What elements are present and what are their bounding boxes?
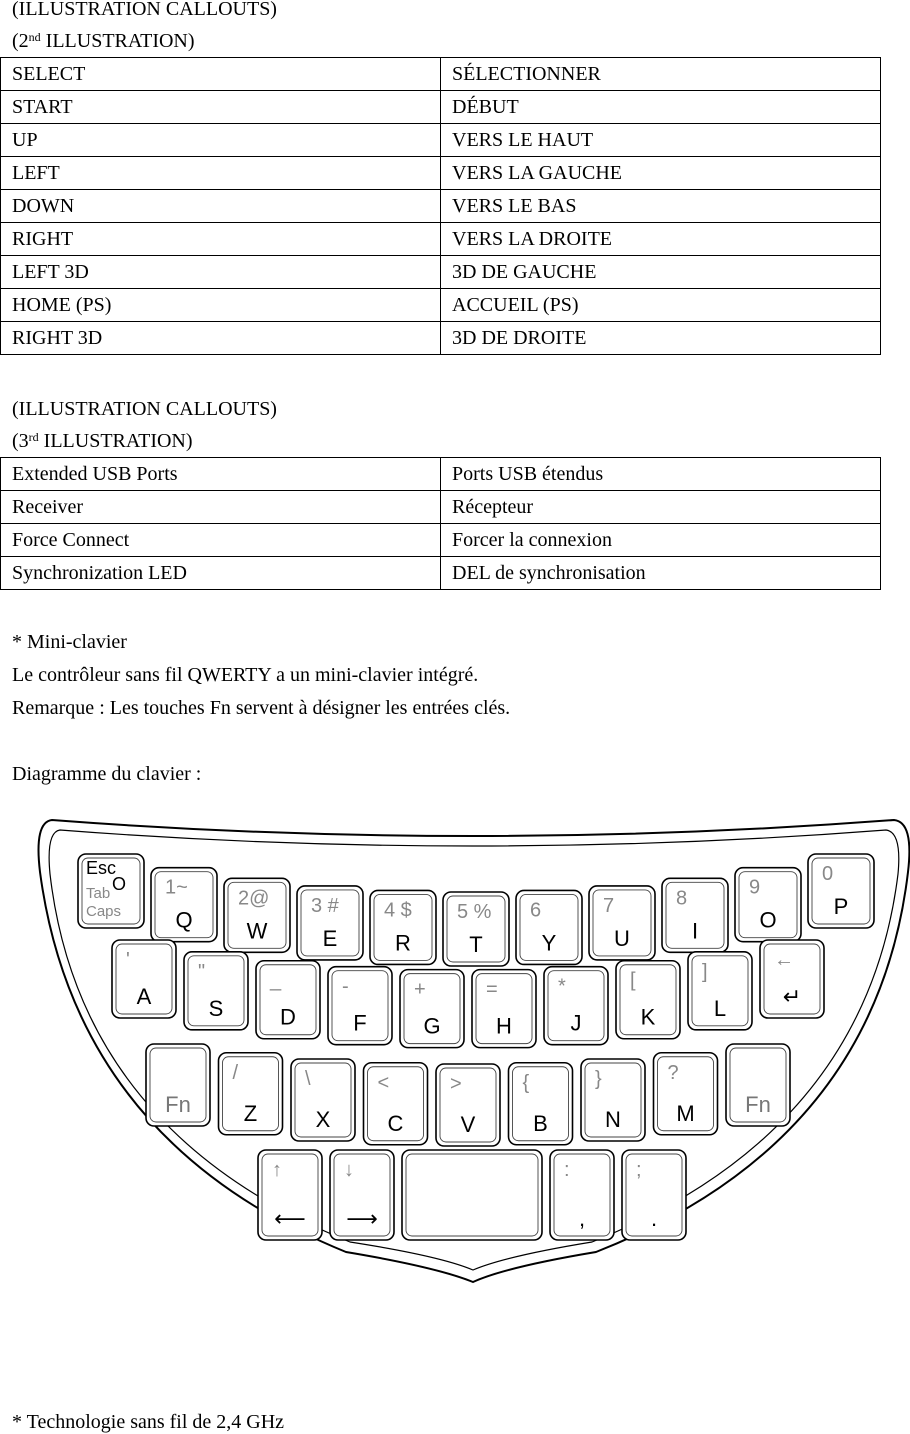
callout-french: VERS LE HAUT [441,124,881,157]
callout-row [1,458,881,491]
key-alt-label: " [198,960,206,983]
callout-row [1,157,881,190]
callout-english: RIGHT 3D [1,322,441,355]
callout-french: VERS LA DROITE [441,223,881,256]
keyboard-key [370,890,436,964]
key-main-label: D [280,1004,296,1030]
key-main-label: V [460,1112,476,1137]
key-alt-label: / [232,1061,239,1084]
key-main-label: Y [541,930,557,956]
keyboard-key [654,1053,718,1135]
callout-row [1,190,881,223]
key-main-label: G [423,1013,441,1039]
keyboard-key [472,970,536,1048]
key-main-label: U [614,925,630,951]
callout-row [1,557,881,590]
key-main-label: O [759,907,777,933]
key-main-label: ⟵ [274,1206,306,1231]
key-alt-label: 8 [676,887,688,910]
keyboard-key [364,1063,428,1145]
key-main-label: J [570,1010,582,1036]
key-main-label: L [713,995,727,1021]
key-alt-label: 0 [822,863,834,885]
callout-table-2 [0,57,881,355]
keyboard-key [112,940,176,1018]
keyboard-key [146,1044,210,1126]
callout-row [1,322,881,355]
keyboard-key [808,854,874,928]
callout-english: UP [1,124,441,157]
keyboard-key [589,886,655,960]
callout-row [1,491,881,524]
keyboard-key [402,1150,542,1240]
callout-row [1,256,881,289]
callout-english: SELECT [1,58,441,91]
key-alt-label: 2@ [238,887,270,910]
key-alt-label: ? [667,1061,679,1084]
key-main-label: H [496,1013,512,1039]
key-alt-label: 7 [603,894,615,917]
key-main-label: X [315,1107,331,1132]
key-alt-label: _ [270,969,282,992]
callout-french: DEL de synchronisation [441,557,881,590]
key-alt-label: 6 [530,899,542,922]
key-alt-label: ; [636,1159,642,1181]
callout-english: Receiver [1,491,441,524]
key-main-label: Esc [86,858,117,878]
key-alt-label: 1~ [165,876,188,899]
key-main-label: I [691,918,699,944]
keyboard-key [581,1059,645,1141]
key-alt-label: [ [630,969,636,992]
callout-english: START [1,91,441,124]
keyboard-key [760,940,824,1018]
keyboard-description: Le contrôleur sans fil QWERTY a un mini-clavier intégré. [12,664,479,686]
keyboard-key [436,1064,500,1146]
callout-english: RIGHT [1,223,441,256]
keyboard-key [400,970,464,1048]
key-sub-label: Tab [86,885,111,902]
keyboard-key [151,868,217,942]
keyboard-key [550,1150,614,1240]
callout-english: LEFT [1,157,441,190]
key-alt-label: } [595,1068,602,1090]
keyboard-key [509,1063,573,1145]
callout-french: Récepteur [441,491,881,524]
key-main-label: N [605,1107,621,1132]
keyboard-key [544,967,608,1045]
illustration-subheading-2: (2nd ILLUSTRATION) [12,30,195,52]
callout-row [1,58,881,91]
keyboard-key [662,878,728,952]
callouts-heading-2: (ILLUSTRATION CALLOUTS) [12,0,277,20]
keyboard-key [297,886,363,960]
key-alt-label: < [377,1071,390,1094]
keyboard-key [688,952,752,1030]
key-alt-label: : [564,1159,570,1181]
key-alt-label: ] [702,960,708,983]
key-alt-label: 9 [749,876,761,899]
callout-table-3 [0,457,881,590]
callout-english: Force Connect [1,524,441,557]
keyboard-key [328,967,392,1045]
key-main-label: E [322,925,338,951]
key-main-label: M [676,1100,695,1126]
key-main-label: Fn [745,1092,771,1117]
keyboard-key [622,1150,686,1240]
key-main-label: B [533,1110,548,1136]
illustration-subheading-3: (3rd ILLUSTRATION) [12,430,193,452]
key-alt-label: 5 % [457,901,492,923]
keyboard-key [184,952,248,1030]
key-alt-label: ' [126,949,130,971]
callout-french: 3D DE DROITE [441,322,881,355]
key-alt-label: 4 $ [384,899,412,922]
keyboard-key [78,854,144,928]
callout-row [1,223,881,256]
key-alt-label: ↓ [344,1159,354,1181]
wireless-note: * Technologie sans fil de 2,4 GHz [12,1411,285,1433]
key-border [402,1150,542,1240]
key-main-label: Fn [165,1092,191,1117]
key-alt-label: * [558,975,566,998]
callout-english: DOWN [1,190,441,223]
key-main-label: S [208,995,224,1021]
callout-english: LEFT 3D [1,256,441,289]
callout-french: 3D DE GAUCHE [441,256,881,289]
keyboard-key [443,892,509,966]
keyboard-key [258,1150,322,1240]
key-alt-label: \ [305,1068,311,1090]
fn-remark: Remarque : Les touches Fn servent à désigner les entrées clés. [12,697,511,719]
key-alt-label: > [450,1073,462,1095]
mini-keyboard-heading: * Mini-clavier [12,631,127,653]
callout-french: Ports USB étendus [441,458,881,491]
keyboard-diagram [36,812,910,1294]
callout-row [1,124,881,157]
callout-french: Forcer la connexion [441,524,881,557]
diagram-label: Diagramme du clavier : [12,763,202,785]
key-main-label: T [469,932,483,957]
keyboard-key [256,961,320,1039]
keyboard-key [726,1044,790,1126]
keyboard-key [330,1150,394,1240]
key-main-label: F [353,1010,367,1036]
keyboard-key [224,878,290,952]
callouts-heading-3: (ILLUSTRATION CALLOUTS) [12,398,277,420]
callout-row [1,289,881,322]
key-main-label: , [578,1206,586,1231]
key-main-label: A [136,984,152,1009]
callout-row [1,524,881,557]
key-main-label: C [387,1110,404,1136]
callout-row [1,91,881,124]
keyboard-key [516,890,582,964]
key-alt-label: ← [774,949,794,971]
callout-english: HOME (PS) [1,289,441,322]
key-alt-label: + [414,978,426,1001]
key-main-label: Q [175,907,193,933]
callout-french: VERS LA GAUCHE [441,157,881,190]
key-main-label: R [395,930,411,956]
key-center-label: O [112,874,127,894]
key-main-label: ↵ [782,984,802,1009]
key-main-label: P [833,894,849,919]
keyboard-key [291,1059,355,1141]
key-main-label: ⟶ [346,1206,378,1231]
keyboard-key [735,868,801,942]
keyboard-key [219,1053,283,1135]
key-main-label: W [246,918,268,944]
key-main-label: K [640,1004,656,1030]
key-main-label: Z [243,1100,258,1126]
callout-french: SÉLECTIONNER [441,58,881,91]
key-main-label: . [650,1206,658,1231]
callout-french: DÉBUT [441,91,881,124]
callout-english: Synchronization LED [1,557,441,590]
callout-english: Extended USB Ports [1,458,441,491]
callout-french: VERS LE BAS [441,190,881,223]
key-alt-label: = [486,978,498,1001]
key-alt-label: 3 # [311,894,339,917]
key-alt-label: - [342,975,349,998]
key-alt-label: { [522,1071,530,1094]
key-sub2-label: Caps [86,903,122,920]
key-alt-label: ↑ [272,1159,282,1181]
keyboard-key [616,961,680,1039]
callout-french: ACCUEIL (PS) [441,289,881,322]
